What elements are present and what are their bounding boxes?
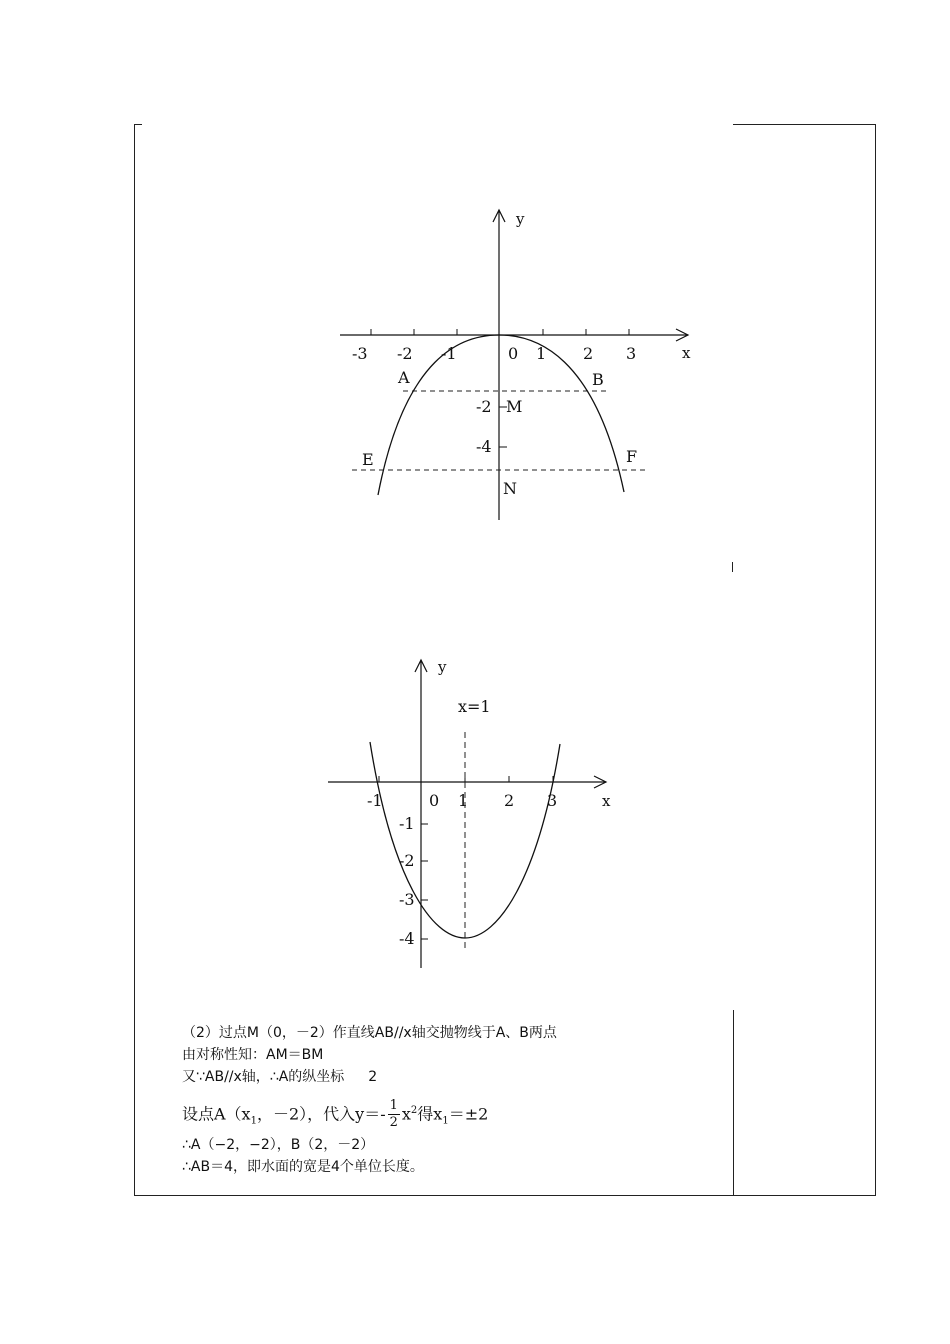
solution-block: [182, 1022, 722, 1178]
fig2-symmetry-label: x=1: [458, 697, 491, 716]
solution-line-2: 由对称性知：AM＝BM: [182, 1047, 324, 1063]
solution-line-3-text: 又∵AB//x轴，∴A的纵坐标: [182, 1069, 345, 1085]
eq-part: ＝±2: [448, 1104, 489, 1124]
eq-part: 设点A（x: [182, 1104, 251, 1124]
fig1-point-B: B: [592, 370, 604, 389]
solution-line-3: [182, 1066, 722, 1088]
fig2-ytick-label: -2: [399, 851, 415, 870]
eq-part: x: [401, 1104, 411, 1124]
eq-sub: 1: [442, 1115, 449, 1127]
figure2: [328, 658, 611, 968]
fraction: [388, 1098, 400, 1131]
fig1-point-M: M: [506, 397, 523, 416]
fig2-ytick-label: -3: [399, 890, 415, 909]
fig2-xtick-label: 1: [458, 791, 469, 810]
fig1-xtick-label: -1: [441, 344, 457, 363]
fig1-point-F: F: [626, 447, 638, 466]
fig2-ytick-label: -4: [399, 929, 415, 948]
fig1-y-axis-label: y: [516, 210, 525, 228]
fig2-xtick-label: 0: [429, 791, 440, 810]
fig1-point-N: N: [503, 479, 517, 498]
fig1-xtick-label: -2: [397, 344, 413, 363]
fig2-xtick-label: -1: [367, 791, 383, 810]
fig1-ytick-label: -2: [476, 397, 492, 416]
solution-line-4: [182, 1088, 722, 1134]
fig1-xtick-label: 0: [508, 344, 519, 363]
fig2-y-axis-label: y: [438, 658, 447, 676]
fig2-xtick-label: 3: [547, 791, 558, 810]
fig1-ytick-label: -4: [476, 437, 492, 456]
fig1-point-E: E: [362, 450, 374, 469]
solution-line-1: （2）过点M（0，－2）作直线AB//x轴交抛物线于A、B两点: [182, 1025, 557, 1041]
fig1-xtick-label: 1: [536, 344, 547, 363]
solution-line-6: ∴AB＝4，即水面的宽是4个单位长度。: [182, 1159, 424, 1175]
fig1-x-axis-label: x: [682, 344, 691, 362]
solution-line-3-value: 2: [368, 1069, 378, 1085]
fig2-xtick-label: 2: [504, 791, 515, 810]
eq-part: ，－2），代入y＝-: [256, 1104, 386, 1124]
fraction-denominator: 2: [389, 1115, 398, 1131]
fraction-numerator: 1: [389, 1098, 398, 1114]
figure1: [340, 210, 691, 520]
eq-sup: 2: [410, 1105, 418, 1116]
eq-part: 得x: [417, 1104, 443, 1124]
fig1-xtick-label: 3: [626, 344, 637, 363]
fig2-x-axis-label: x: [602, 792, 611, 810]
fig1-point-A: A: [398, 368, 410, 387]
solution-line-5: ∴A（−2，−2），B（2，－2）: [182, 1137, 375, 1153]
fig2-ytick-label: -1: [399, 814, 415, 833]
fig1-xtick-label: 2: [583, 344, 594, 363]
fig1-xtick-label: -3: [352, 344, 368, 363]
eq-sub: 1: [250, 1115, 257, 1127]
